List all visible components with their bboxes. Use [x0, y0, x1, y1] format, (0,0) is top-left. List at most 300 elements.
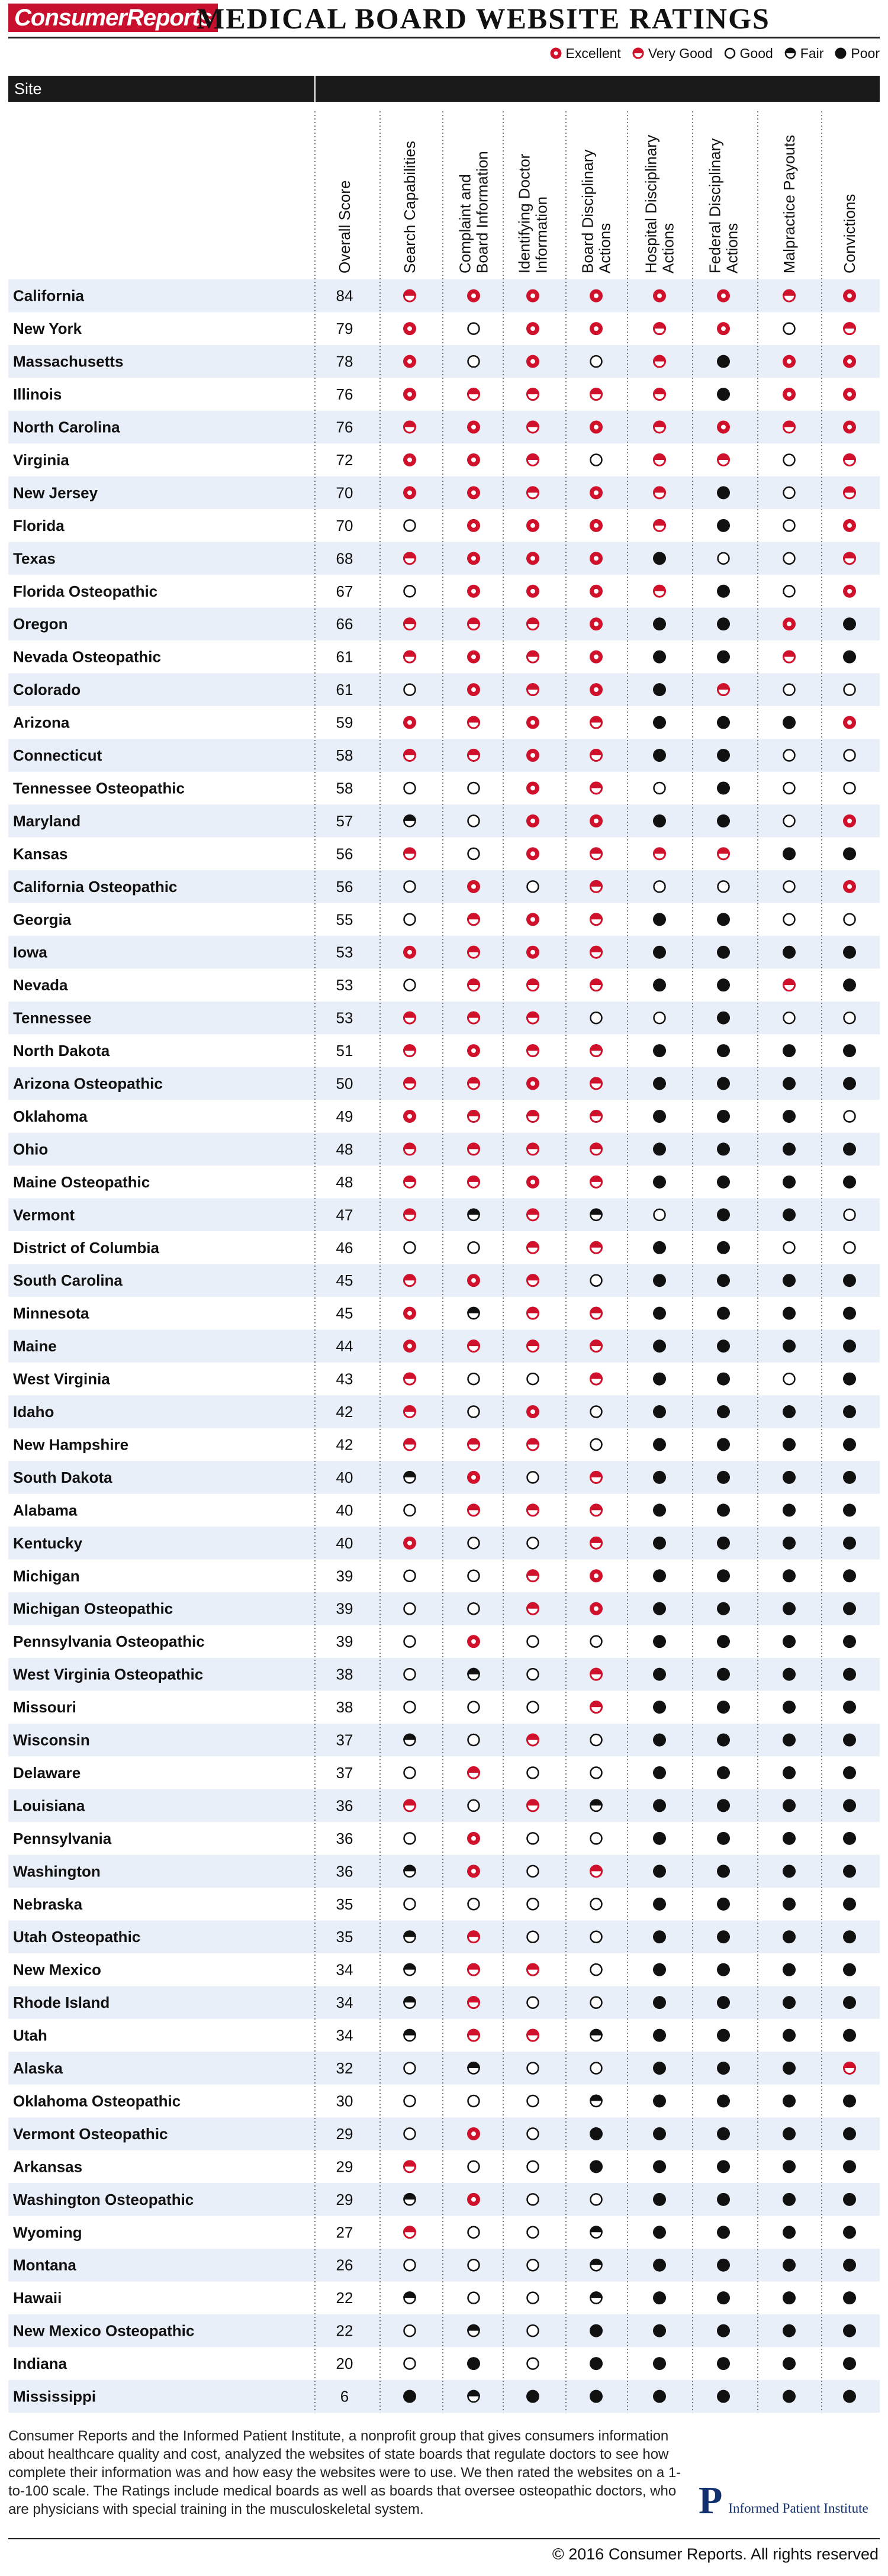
- overall-score: 47: [336, 1206, 353, 1224]
- legend-label: Good: [739, 45, 773, 61]
- overall-score: 36: [336, 1862, 353, 1881]
- overall-score: 79: [336, 320, 353, 338]
- rating-icon: [591, 1931, 602, 1943]
- site-name: Washington: [13, 1862, 101, 1881]
- rating-icon: [590, 1110, 603, 1122]
- rating-icon: [467, 2127, 480, 2140]
- rating-icon: [526, 388, 539, 400]
- site-name: North Carolina: [13, 418, 120, 436]
- rating-icon: [843, 2390, 856, 2403]
- rating-icon: [783, 1635, 796, 1648]
- rating-icon: [717, 1503, 730, 1516]
- rating-icon: [590, 913, 603, 925]
- rating-icon: [527, 1997, 539, 2008]
- column-header-line: Search Capabilities: [401, 140, 419, 273]
- site-name: Oregon: [13, 615, 68, 633]
- rating-icon: [468, 848, 480, 859]
- rating-icon: [526, 2029, 539, 2042]
- overall-score: 39: [336, 1632, 353, 1651]
- overall-score: 34: [336, 1960, 353, 1979]
- rating-icon: [844, 914, 855, 925]
- rating-icon: [653, 1930, 666, 1943]
- rating-icon: [717, 355, 730, 368]
- rating-icon: [590, 716, 603, 729]
- rating-icon: [404, 1603, 416, 1614]
- rating-icon: [403, 1537, 416, 1550]
- rating-icon: [717, 1373, 730, 1386]
- overall-score: 37: [336, 1731, 353, 1749]
- rating-icon: [717, 1110, 730, 1123]
- rating-icon: [717, 1766, 730, 1779]
- rating-icon: [717, 1307, 730, 1320]
- rating-icon: [527, 1537, 539, 1548]
- table-row: [13, 1107, 855, 1125]
- rating-icon: [467, 1274, 480, 1287]
- rating-icon: [783, 1537, 796, 1550]
- rating-icon: [843, 1044, 856, 1057]
- site-name: Michigan Osteopathic: [13, 1599, 173, 1618]
- legend-label: Fair: [800, 45, 824, 61]
- rating-icon: [653, 2094, 666, 2107]
- rating-icon: [653, 1274, 666, 1287]
- rating-icon: [717, 1142, 730, 1155]
- rating-icon: [467, 2357, 480, 2370]
- overall-score: 20: [336, 2355, 353, 2373]
- rating-icon: [653, 2357, 666, 2370]
- rating-icon: [717, 781, 730, 794]
- rating-icon: [717, 519, 730, 532]
- rating-icon: [843, 1996, 856, 2009]
- rating-icon: [843, 519, 856, 532]
- site-name: Pennsylvania Osteopathic: [13, 1632, 205, 1651]
- rating-icon: [653, 1438, 666, 1451]
- overall-score: 37: [336, 1763, 353, 1782]
- table-row: [13, 2223, 856, 2241]
- overall-score: 67: [336, 582, 353, 600]
- rating-icon: [843, 847, 856, 860]
- rating-icon: [527, 2161, 539, 2172]
- rating-icon: [653, 322, 666, 334]
- column-header: [579, 149, 614, 273]
- rating-icon: [403, 2390, 416, 2403]
- rating-icon: [526, 1438, 539, 1450]
- row-stripe: [8, 1789, 880, 1822]
- table-row: [13, 2027, 856, 2044]
- column-header-line: Actions: [659, 223, 677, 273]
- rating-icon: [527, 1471, 539, 1483]
- rating-icon: [783, 2357, 796, 2370]
- overall-score: 53: [336, 943, 353, 961]
- rating-icon: [403, 453, 416, 466]
- site-name: Maine Osteopathic: [13, 1173, 150, 1191]
- rating-icon: [526, 585, 539, 598]
- rating-icon: [717, 1012, 730, 1025]
- rating-icon: [654, 783, 665, 794]
- rating-icon: [783, 978, 796, 990]
- rating-icon: [784, 750, 795, 761]
- rating-icon: [783, 2094, 796, 2107]
- rating-icon: [590, 1569, 603, 1582]
- overall-score: 58: [336, 779, 353, 797]
- rating-icon: [590, 781, 603, 794]
- rating-icon: [843, 453, 856, 465]
- rating-icon: [783, 1799, 796, 1812]
- row-stripe: [8, 1002, 880, 1034]
- overall-score: 29: [336, 2158, 353, 2176]
- rating-icon: [526, 978, 539, 990]
- rating-icon: [526, 781, 539, 794]
- rating-icon: [404, 585, 416, 597]
- row-stripe: [8, 1527, 880, 1559]
- rating-icon: [526, 651, 539, 663]
- rating-icon: [717, 847, 730, 859]
- rating-icon: [403, 1110, 416, 1123]
- rating-icon: [784, 881, 795, 892]
- rating-icon: [717, 2127, 730, 2140]
- table-row: [13, 582, 856, 600]
- rating-icon: [467, 913, 480, 925]
- site-name: Texas: [13, 549, 56, 568]
- rating-icon: [403, 1339, 416, 1353]
- rating-icon: [403, 847, 416, 859]
- rating-icon: [468, 2227, 480, 2238]
- rating-icon: [467, 388, 480, 400]
- rating-icon: [590, 289, 603, 302]
- row-stripe: [8, 1986, 880, 2018]
- rating-icon: [468, 1734, 480, 1746]
- rating-icon: [653, 289, 666, 302]
- rating-icon: [403, 2226, 416, 2238]
- rating-icon: [784, 454, 795, 465]
- rating-icon: [843, 1930, 856, 1943]
- table-row: [13, 451, 856, 469]
- site-name: New York: [13, 320, 82, 338]
- rating-icon: [717, 749, 730, 762]
- rating-icon: [467, 1963, 480, 1975]
- rating-icon: [467, 2193, 480, 2206]
- rating-icon: [467, 716, 480, 729]
- overall-score: 44: [336, 1337, 353, 1355]
- rating-icon: [467, 552, 480, 565]
- rating-icon: [467, 683, 480, 696]
- rating-icon: [784, 783, 795, 794]
- rating-icon: [784, 520, 795, 531]
- rating-icon: [467, 486, 480, 499]
- rating-icon: [843, 2029, 856, 2042]
- rating-icon: [404, 2063, 416, 2074]
- rating-icon: [843, 2259, 856, 2272]
- rating-icon: [527, 2063, 539, 2074]
- rating-icon: [467, 421, 480, 434]
- rating-icon: [526, 1503, 539, 1516]
- rating-icon: [404, 2128, 416, 2139]
- rating-icon: [783, 2226, 796, 2239]
- table-row: [13, 2092, 856, 2110]
- footnote: Consumer Reports and the Informed Patient Institute, a nonprofit group that gives consumers information about healthcare quality and cost, analyzed the websites of state boards that regulate doctors to see how complete their information was and how easy the websites were to use. We then rated the websites on a 1-to-100 scale. The Ratings include medical boards as well as boards that oversee osteopathic doctors, who are physicians with special training in the musculoskeletal system.: [8, 2428, 681, 2517]
- rating-icon: [717, 1274, 730, 1287]
- rating-icon: [717, 1832, 730, 1845]
- rating-icon: [783, 2193, 796, 2206]
- site-name: Vermont: [13, 1206, 75, 1224]
- rating-icon: [783, 1339, 796, 1353]
- rating-icon: [468, 1570, 480, 1582]
- table-row: [13, 1764, 856, 1782]
- rating-icon: [403, 1044, 416, 1057]
- rating-icon: [653, 1766, 666, 1779]
- rating-icon: [527, 2325, 539, 2336]
- rating-icon: [526, 1044, 539, 1057]
- table-row: [13, 2158, 856, 2175]
- rating-icon: [403, 355, 416, 368]
- overall-score: 38: [336, 1698, 353, 1717]
- rating-icon: [843, 322, 856, 334]
- rating-icon: [717, 486, 730, 499]
- rating-icon: [591, 1734, 602, 1746]
- rating-icon: [526, 1963, 539, 1975]
- rating-icon: [526, 946, 539, 959]
- rating-icon: [590, 2226, 603, 2238]
- table-row: [13, 1632, 856, 1650]
- rating-icon: [783, 617, 796, 630]
- column-header-line: Federal Disciplinary: [706, 138, 724, 273]
- rating-icon: [467, 1307, 480, 1319]
- rating-icon: [590, 651, 603, 664]
- overall-score: 32: [336, 2059, 353, 2078]
- rating-icon: [843, 1176, 856, 1189]
- rating-icon: [467, 1438, 480, 1450]
- rating-icon: [404, 1570, 416, 1582]
- overall-score: 53: [336, 1009, 353, 1027]
- rating-icon: [467, 880, 480, 893]
- overall-score: 40: [336, 1468, 353, 1486]
- rating-icon: [653, 1668, 666, 1681]
- table-row: [13, 1961, 856, 1979]
- rating-icon: [526, 1176, 539, 1189]
- rating-icon: [526, 552, 539, 565]
- rating-icon: [590, 683, 603, 696]
- row-stripe: [8, 1199, 880, 1231]
- rating-icon: [468, 1898, 480, 1910]
- rating-icon: [526, 322, 539, 335]
- site-name: Maine: [13, 1337, 57, 1355]
- rating-icon: [590, 2324, 603, 2337]
- overall-score: 70: [336, 484, 353, 502]
- overall-score: 78: [336, 352, 353, 371]
- site-name: Montana: [13, 2256, 76, 2274]
- overall-score: 40: [336, 1501, 353, 1519]
- row-stripe: [8, 1395, 880, 1428]
- rating-icon: [717, 1569, 730, 1582]
- table-row: [13, 385, 856, 403]
- rating-icon: [527, 1931, 539, 1943]
- rating-icon: [468, 1406, 480, 1418]
- rating-icon: [467, 1865, 480, 1878]
- rating-icon: [590, 1307, 603, 1319]
- row-stripe: [8, 739, 880, 771]
- rating-icon: [783, 946, 796, 959]
- rating-icon: [590, 1373, 603, 1385]
- row-stripe: [8, 2249, 880, 2281]
- rating-icon: [843, 355, 856, 368]
- rating-icon: [591, 1439, 602, 1450]
- rating-icon: [844, 783, 855, 794]
- rating-icon: [783, 1438, 796, 1451]
- rating-icon: [784, 914, 795, 925]
- rating-icon: [527, 1898, 539, 1910]
- rating-icon: [783, 2160, 796, 2173]
- rating-icon: [843, 1569, 856, 1582]
- rating-icon: [653, 2193, 666, 2206]
- site-name: Massachusetts: [13, 352, 124, 371]
- rating-icon: [526, 814, 539, 827]
- rating-icon: [527, 881, 539, 892]
- rating-icon: [468, 2259, 480, 2271]
- rating-icon: [783, 1766, 796, 1779]
- row-stripe: [8, 673, 880, 706]
- rating-icon: [717, 913, 730, 926]
- rating-icon: [467, 1110, 480, 1122]
- rating-icon: [590, 847, 603, 859]
- rating-icon: [467, 1635, 480, 1648]
- overall-score: 27: [336, 2223, 353, 2242]
- rating-icon: [843, 1471, 856, 1484]
- overall-score: 55: [336, 910, 353, 929]
- rating-icon: [717, 716, 730, 729]
- site-name: New Mexico: [13, 1960, 101, 1979]
- rating-icon: [717, 1602, 730, 1615]
- rating-icon: [526, 847, 539, 860]
- rating-icon: [843, 2357, 856, 2370]
- rating-icon: [783, 1668, 796, 1681]
- rating-icon: [717, 1799, 730, 1812]
- rating-icon: [653, 2127, 666, 2140]
- rating-icon: [468, 1702, 480, 1713]
- ipi-logo-mark: P: [699, 2479, 723, 2522]
- rating-icon: [783, 1569, 796, 1582]
- row-stripe: [8, 1855, 880, 1888]
- rating-icon: [843, 814, 856, 827]
- site-name: Idaho: [13, 1403, 54, 1421]
- rating-icon: [404, 1505, 416, 1516]
- site-name: Tennessee: [13, 1009, 92, 1027]
- rating-icon: [591, 1964, 602, 1975]
- overall-score: 35: [336, 1928, 353, 1946]
- rating-icon: [653, 978, 666, 991]
- column-header: [456, 151, 491, 273]
- rating-icon: [404, 881, 416, 892]
- rating-icon: [843, 880, 856, 893]
- rating-icon: [843, 2160, 856, 2173]
- rating-icon: [717, 1734, 730, 1747]
- site-name: South Carolina: [13, 1271, 123, 1290]
- site-name: California Osteopathic: [13, 877, 178, 896]
- site-name: California: [13, 286, 84, 305]
- rating-icon: [653, 1339, 666, 1353]
- rating-icon: [783, 1208, 796, 1221]
- rating-icon: [654, 1209, 665, 1221]
- rating-icon: [526, 519, 539, 532]
- overall-score: 70: [336, 516, 353, 534]
- rating-icon: [843, 585, 856, 598]
- rating-icon: [717, 1471, 730, 1484]
- overall-score: 66: [336, 615, 353, 633]
- overall-score: 51: [336, 1042, 353, 1060]
- rating-icon: [590, 1602, 603, 1615]
- rating-icon: [783, 1142, 796, 1155]
- rating-icon: [590, 2357, 603, 2370]
- rating-icon: [468, 1373, 480, 1384]
- rating-icon: [783, 1307, 796, 1320]
- overall-score: 49: [336, 1107, 353, 1125]
- rating-icon: [843, 1142, 856, 1155]
- rating-icon: [526, 1569, 539, 1582]
- site-name: Alaska: [13, 2059, 63, 2078]
- site-name: North Dakota: [13, 1042, 110, 1060]
- rating-icon: [783, 2062, 796, 2075]
- rating-icon: [653, 453, 666, 465]
- rating-icon: [527, 2095, 539, 2107]
- rating-icon: [468, 2095, 480, 2107]
- rating-icon: [527, 1702, 539, 1713]
- rating-icon: [404, 1636, 416, 1647]
- rating-icon: [843, 1405, 856, 1418]
- site-name: Florida: [13, 516, 65, 534]
- rating-icon: [467, 1503, 480, 1516]
- site-name: Missouri: [13, 1698, 76, 1717]
- column-header-line: Actions: [723, 223, 741, 273]
- overall-score: 38: [336, 1665, 353, 1683]
- rating-icon: [843, 1077, 856, 1090]
- rating-icon: [527, 2259, 539, 2271]
- rating-icon: [717, 2357, 730, 2370]
- rating-icon: [403, 2029, 416, 2042]
- rating-icon: [404, 2259, 416, 2271]
- rating-icon: [843, 1274, 856, 1287]
- rating-icon: [403, 1963, 416, 1975]
- rating-icon: [590, 978, 603, 990]
- rating-icon: [467, 453, 480, 466]
- rating-icon: [653, 847, 666, 859]
- rating-icon: [468, 356, 480, 367]
- rating-icon: [467, 1766, 480, 1778]
- rating-icon: [843, 388, 856, 401]
- legend-label: Very Good: [648, 45, 713, 61]
- site-name: Oklahoma Osteopathic: [13, 2092, 181, 2110]
- site-name: Rhode Island: [13, 1994, 110, 2012]
- row-stripe: [8, 1133, 880, 1165]
- site-name: New Mexico Osteopathic: [13, 2321, 195, 2340]
- rating-icon: [590, 814, 603, 827]
- rating-icon: [717, 1405, 730, 1418]
- rating-icon: [783, 1274, 796, 1287]
- overall-score: 43: [336, 1370, 353, 1388]
- row-stripe: [8, 2380, 880, 2413]
- rating-icon: [653, 1963, 666, 1976]
- rating-icon: [717, 1339, 730, 1353]
- site-name: Utah Osteopathic: [13, 1928, 141, 1946]
- table-row: [13, 1370, 856, 1388]
- overall-score: 61: [336, 681, 353, 699]
- rating-icon: [843, 1865, 856, 1878]
- rating-icon: [404, 2095, 416, 2107]
- row-stripe: [8, 1264, 880, 1297]
- column-header-line: Complaint and: [456, 174, 474, 273]
- site-name: Nevada: [13, 976, 68, 994]
- column-header-line: Board Disciplinary: [578, 149, 597, 273]
- column-header-line: Malpractice Payouts: [780, 134, 798, 273]
- rating-icon: [467, 2029, 480, 2042]
- rating-icon: [467, 978, 480, 990]
